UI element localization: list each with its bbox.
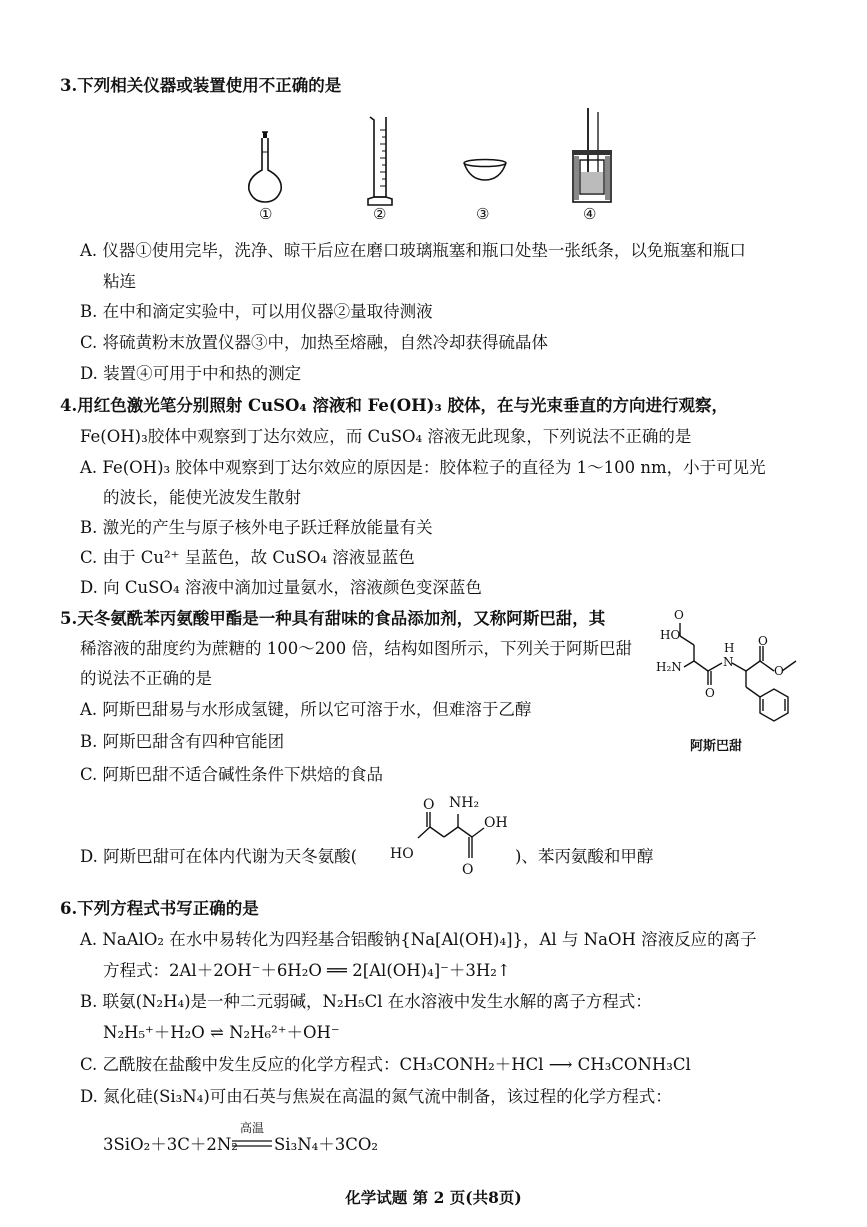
aspartic-ho: HO xyxy=(390,846,414,862)
aspartame-o3: O xyxy=(758,634,768,648)
q5-option-d: D. 阿斯巴甜可在体内代谢为天冬氨酸( xyxy=(80,847,358,866)
q4-option-a: A. Fe(OH)₃ 胶体中观察到丁达尔效应的原因是：胶体粒子的直径为 1～100 nm，小于可见光 xyxy=(80,458,766,477)
graduated-cylinder-icon xyxy=(365,115,395,207)
page-footer: 化学试题 第 2 页(共8页) xyxy=(345,1188,522,1207)
q6-option-d-eq-right: Si₃N₄＋3CO₂ xyxy=(274,1135,379,1154)
aspartic-o2: O xyxy=(462,862,474,878)
q3-stem: 3.下列相关仪器或装置使用不正确的是 xyxy=(60,76,342,95)
q6-option-d-condition: 高温 xyxy=(240,1121,265,1135)
aspartame-h: H xyxy=(724,641,735,655)
q3-option-a: A. 仪器①使用完毕，洗净、晾干后应在磨口玻璃瓶塞和瓶口处垫一张纸条，以免瓶塞和瓶口 xyxy=(80,241,746,260)
q6-option-a: A. NaAlO₂ 在水中易转化为四羟基合铝酸钠{Na[Al(OH)₄]}，Al 与 NaOH 溶液反应的离子 xyxy=(80,930,757,949)
label-2: ② xyxy=(373,205,387,223)
aspartame-label: 阿斯巴甜 xyxy=(690,739,743,754)
q4-option-a-cont: 的波长，能使光波发生散射 xyxy=(103,488,301,507)
q4-option-d: D. 向 CuSO₄ 溶液中滴加过量氨水，溶液颜色变深蓝色 xyxy=(80,578,482,597)
equals-sign-icon xyxy=(232,1140,272,1148)
aspartame-h2n: H₂N xyxy=(656,660,682,674)
q3-option-c: C. 将硫黄粉末放置仪器③中，加热至熔融，自然冷却获得硫晶体 xyxy=(80,333,549,352)
q4-stem: 4.用红色激光笔分别照射 CuSO₄ 溶液和 Fe(OH)₃ 胶体，在与光束垂直的方向进行观察， xyxy=(60,396,728,415)
label-4: ④ xyxy=(583,205,597,223)
q6-option-d-eq-left: 3SiO₂＋3C＋2N₂ xyxy=(103,1135,238,1154)
q4-option-c: C. 由于 Cu²⁺ 呈蓝色，故 CuSO₄ 溶液显蓝色 xyxy=(80,548,415,567)
aspartame-n: N xyxy=(723,655,734,669)
aspartic-acid-structure xyxy=(400,800,510,880)
q6-stem: 6.下列方程式书写正确的是 xyxy=(60,899,259,918)
q5-option-b: B. 阿斯巴甜含有四种官能团 xyxy=(80,732,285,751)
q6-option-d: D. 氮化硅(Si₃N₄)可由石英与焦炭在高温的氮气流中制备，该过程的化学方程式： xyxy=(80,1087,672,1106)
q5-option-d-cont: )、苯丙氨酸和甲醇 xyxy=(515,847,654,866)
aspartame-o4: O xyxy=(774,664,784,678)
label-1: ① xyxy=(259,205,273,223)
q5-option-a: A. 阿斯巴甜易与水形成氢键，所以它可溶于水，但难溶于乙醇 xyxy=(80,700,532,719)
aspartame-o1: O xyxy=(674,608,684,622)
q3-option-b: B. 在中和滴定实验中，可以用仪器②量取待测液 xyxy=(80,302,433,321)
q6-option-c: C. 乙酰胺在盐酸中发生反应的化学方程式：CH₃CONH₂＋HCl ⟶ CH₃CONH₃Cl xyxy=(80,1055,691,1074)
q6-option-b-cont: N₂H₅⁺＋H₂O ⇌ N₂H₆²⁺＋OH⁻ xyxy=(103,1023,340,1042)
label-3: ③ xyxy=(476,205,490,223)
aspartic-o1: O xyxy=(423,797,435,813)
q4-option-b: B. 激光的产生与原子核外电子跃迁释放能量有关 xyxy=(80,518,433,537)
q5-stem-cont: 稀溶液的甜度约为蔗糖的 100～200 倍，结构如图所示，下列关于阿斯巴甜 xyxy=(80,639,632,658)
aspartame-o2: O xyxy=(705,686,715,700)
q5-stem: 5.天冬氨酰苯丙氨酸甲酯是一种具有甜味的食品添加剂，又称阿斯巴甜，其 xyxy=(60,609,606,628)
aspartame-ho: HO xyxy=(660,628,681,642)
q5-stem-cont2: 的说法不正确的是 xyxy=(80,669,212,688)
q3-option-a-cont: 粘连 xyxy=(103,272,136,291)
q4-stem-cont: Fe(OH)₃胶体中观察到丁达尔效应，而 CuSO₄ 溶液无此现象，下列说法不正确的是 xyxy=(80,427,692,446)
calorimeter-icon xyxy=(570,108,614,206)
aspartic-nh2: NH₂ xyxy=(449,795,480,811)
volumetric-flask-icon xyxy=(245,130,285,205)
aspartic-oh: OH xyxy=(484,815,508,831)
q6-option-a-cont: 方程式：2Al＋2OH⁻＋6H₂O ══ 2[Al(OH)₄]⁻＋3H₂↑ xyxy=(103,961,511,980)
q3-option-d: D. 装置④可用于中和热的测定 xyxy=(80,364,302,383)
q5-option-c: C. 阿斯巴甜不适合碱性条件下烘焙的食品 xyxy=(80,765,384,784)
evaporating-dish-icon xyxy=(462,158,508,184)
q6-option-b: B. 联氨(N₂H₄)是一种二元弱碱，N₂H₅Cl 在水溶液中发生水解的离子方程式： xyxy=(80,992,652,1011)
